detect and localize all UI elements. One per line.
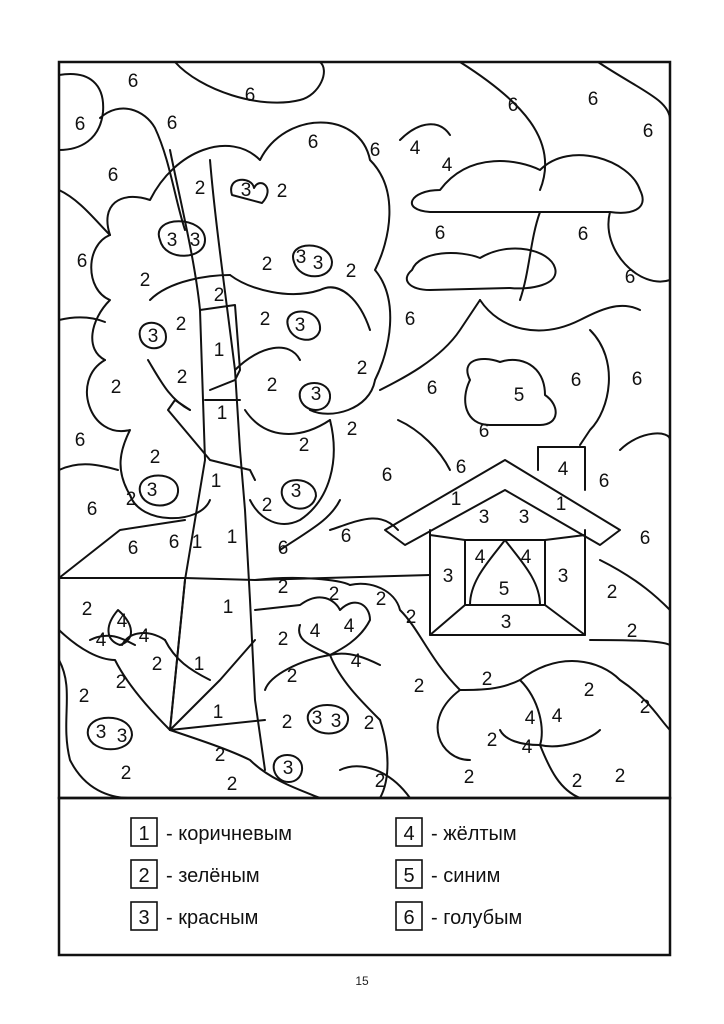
region-number: 3: [282, 758, 294, 780]
region-number: 3: [518, 507, 530, 529]
region-number: 3: [330, 711, 342, 733]
region-number: 2: [345, 261, 357, 283]
region-number: 2: [281, 712, 293, 734]
region-number: 5: [498, 579, 510, 601]
legend-color-name: - жёлтым: [431, 823, 517, 845]
region-number: 3: [310, 384, 322, 406]
region-number: 2: [486, 730, 498, 752]
region-number: 6: [381, 465, 393, 487]
region-number: 2: [261, 254, 273, 276]
region-number: 6: [127, 538, 139, 560]
region-number: 4: [138, 626, 150, 648]
picture-frame: [59, 62, 670, 798]
page-number: 15: [355, 974, 369, 988]
region-number: 6: [107, 165, 119, 187]
region-number: 2: [413, 676, 425, 698]
region-number: 6: [570, 370, 582, 392]
region-number: 6: [76, 251, 88, 273]
region-number: 3: [95, 722, 107, 744]
region-number: 2: [78, 686, 90, 708]
region-number: 1: [222, 597, 234, 619]
region-number: 6: [74, 430, 86, 452]
region-number: 2: [149, 447, 161, 469]
region-number: 6: [86, 499, 98, 521]
legend-item-6: [396, 902, 522, 930]
region-number: 3: [240, 180, 252, 202]
region-number: 1: [216, 403, 228, 425]
legend-item-3: [131, 902, 258, 930]
region-number: 2: [110, 377, 122, 399]
region-number: 3: [189, 230, 201, 252]
region-number: 2: [463, 767, 475, 789]
region-number: 3: [294, 315, 306, 337]
region-number: 1: [450, 489, 462, 511]
region-number: 2: [298, 435, 310, 457]
legend-key-number: 1: [138, 823, 150, 845]
region-number: 6: [426, 378, 438, 400]
region-number: 6: [166, 113, 178, 135]
region-number: 6: [168, 532, 180, 554]
region-number: 6: [577, 224, 589, 246]
region-number: 4: [520, 547, 532, 569]
region-number: 3: [290, 481, 302, 503]
region-number: 4: [309, 621, 321, 643]
region-number: 2: [571, 771, 583, 793]
region-numbers: [75, 71, 654, 795]
region-number: 6: [631, 369, 643, 391]
region-number: 3: [557, 566, 569, 588]
region-number: 2: [583, 680, 595, 702]
region-number: 6: [507, 95, 519, 117]
region-number: 2: [176, 367, 188, 389]
region-number: 6: [434, 223, 446, 245]
region-number: 2: [266, 375, 278, 397]
legend-color-name: - голубым: [431, 907, 523, 929]
region-number: 4: [343, 616, 355, 638]
region-number: 2: [81, 599, 93, 621]
legend-frame: [59, 798, 670, 955]
region-number: 2: [405, 607, 417, 629]
region-number: 2: [481, 669, 493, 691]
legend-key-number: 2: [138, 865, 150, 887]
region-number: 4: [474, 547, 486, 569]
region-number: 3: [442, 566, 454, 588]
region-number: 6: [639, 528, 651, 550]
region-number: 2: [286, 666, 298, 688]
region-number: 1: [210, 471, 222, 493]
region-number: 2: [213, 285, 225, 307]
region-number: 2: [614, 766, 626, 788]
region-number: 6: [598, 471, 610, 493]
region-number: 6: [478, 421, 490, 443]
region-number: 3: [295, 247, 307, 269]
region-number: 6: [127, 71, 139, 93]
region-number: 1: [213, 340, 225, 362]
region-number: 2: [626, 621, 638, 643]
region-number: 2: [115, 672, 127, 694]
region-number: 2: [214, 745, 226, 767]
region-number: 3: [146, 480, 158, 502]
region-number: 6: [244, 85, 256, 107]
legend-color-name: - красным: [166, 907, 259, 929]
legend-item-2: [131, 860, 260, 888]
region-number: 6: [587, 89, 599, 111]
region-number: 2: [277, 577, 289, 599]
region-number: 4: [441, 155, 453, 177]
region-number: 1: [555, 494, 567, 516]
region-number: 2: [328, 584, 340, 606]
region-number: 2: [120, 763, 132, 785]
region-number: 6: [340, 526, 352, 548]
region-number: 2: [356, 358, 368, 380]
region-number: 4: [116, 611, 128, 633]
region-number: 4: [551, 706, 563, 728]
legend-color-name: - зелёным: [166, 865, 260, 887]
region-number: 2: [261, 495, 273, 517]
region-number: 6: [307, 132, 319, 154]
region-number: 2: [363, 713, 375, 735]
region-number: 2: [277, 629, 289, 651]
region-number: 3: [166, 230, 178, 252]
region-number: 6: [455, 457, 467, 479]
legend-color-name: - синим: [431, 865, 501, 887]
legend-key-number: 3: [138, 907, 150, 929]
region-number: 2: [639, 697, 651, 719]
legend-item-1: [131, 818, 292, 846]
region-number: 2: [175, 314, 187, 336]
legend-key-number: 4: [403, 823, 415, 845]
region-number: 6: [642, 121, 654, 143]
region-number: 4: [521, 737, 533, 759]
region-number: 5: [513, 385, 525, 407]
region-number: 4: [409, 138, 421, 160]
region-number: 3: [311, 708, 323, 730]
region-number: 3: [500, 612, 512, 634]
region-number: 2: [125, 489, 137, 511]
region-number: 1: [193, 654, 205, 676]
region-number: 1: [226, 527, 238, 549]
region-number: 6: [404, 309, 416, 331]
region-number: 3: [312, 253, 324, 275]
region-number: 2: [139, 270, 151, 292]
region-number: 4: [557, 459, 569, 481]
legend-key-number: 6: [403, 907, 415, 929]
region-number: 1: [212, 702, 224, 724]
region-number: 2: [259, 309, 271, 331]
region-number: 2: [346, 419, 358, 441]
region-number: 2: [151, 654, 163, 676]
region-number: 3: [116, 726, 128, 748]
color-legend: [131, 818, 522, 930]
region-number: 4: [95, 630, 107, 652]
region-number: 4: [524, 708, 536, 730]
region-number: 2: [226, 774, 238, 796]
region-number: 2: [375, 589, 387, 611]
region-number: 6: [624, 267, 636, 289]
region-number: 6: [277, 538, 289, 560]
region-number: 6: [369, 140, 381, 162]
region-number: 2: [194, 178, 206, 200]
region-number: 3: [478, 507, 490, 529]
region-number: 2: [374, 771, 386, 793]
region-number: 6: [74, 114, 86, 136]
legend-key-number: 5: [403, 865, 415, 887]
legend-item-4: [396, 818, 517, 846]
region-number: 2: [276, 181, 288, 203]
region-number: 1: [191, 532, 203, 554]
region-number: 4: [350, 651, 362, 673]
legend-item-5: [396, 860, 500, 888]
region-number: 3: [147, 326, 159, 348]
legend-color-name: - коричневым: [166, 823, 292, 845]
region-number: 2: [606, 582, 618, 604]
line-art: [59, 62, 670, 798]
